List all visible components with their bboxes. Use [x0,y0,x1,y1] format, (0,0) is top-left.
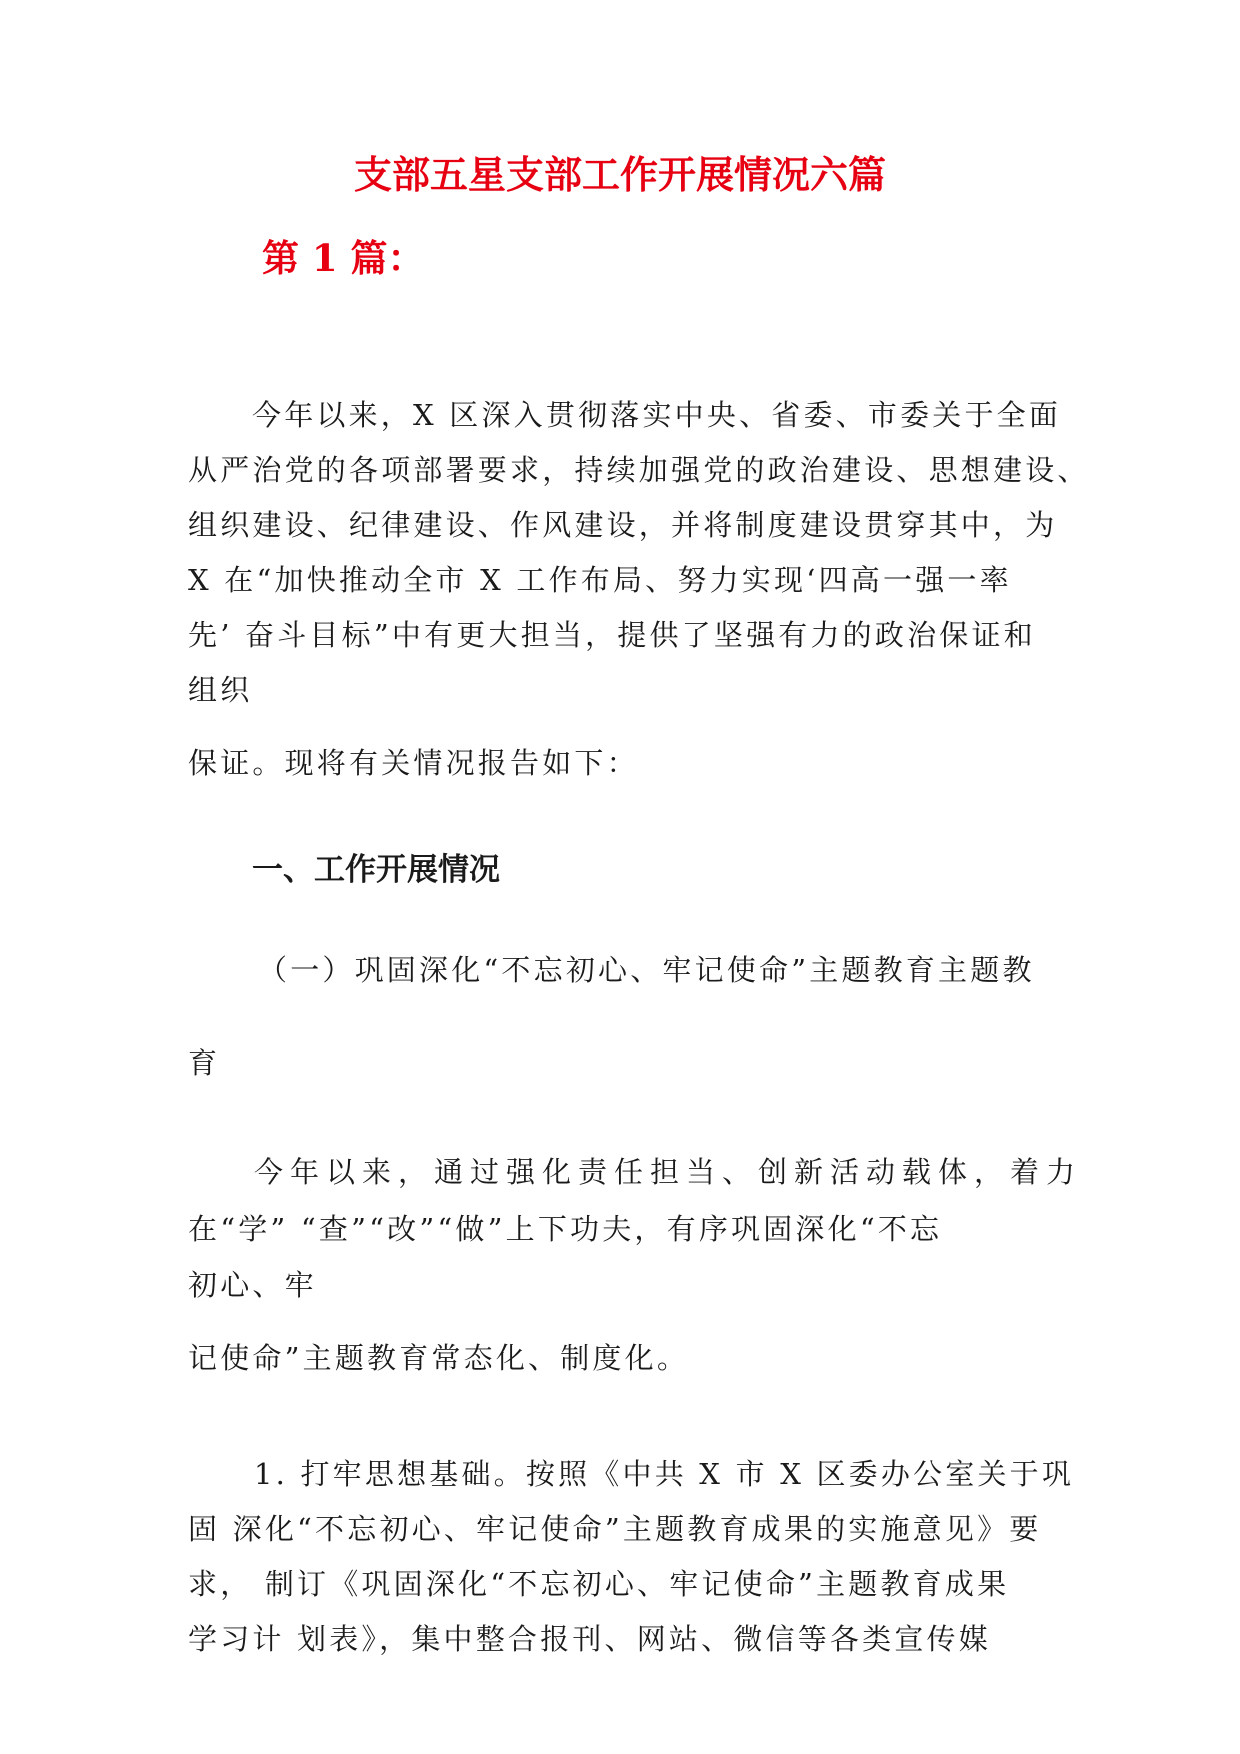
paragraph-line: 今年以来，通过强化责任担当、创新活动载体，着力 [254,1155,1083,1189]
paragraph-line: X 在“加快推动全市 X 工作布局、努力实现‘四高一强一率 [188,563,1012,597]
subsection-heading-line: 育 [188,1046,221,1080]
paragraph-line: 今年以来，X 区深入贯彻落实中央、省委、市委关于全面 [252,398,1062,432]
paragraph-line: 求， 制订《巩固深化“不忘初心、牢记使命”主题教育成果 [188,1567,1010,1601]
section-heading: 一、工作开展情况 [252,852,500,888]
paragraph-line: 先’ 奋斗目标”中有更大担当，提供了坚强有力的政治保证和 [188,618,1036,652]
paragraph-line: 1. 打牢思想基础。按照《中共 X 市 X 区委办公室关于巩 [254,1457,1075,1491]
paragraph-line: 保证。现将有关情况报告如下： [188,746,639,780]
paragraph-line: 学习计 划表》，集中整合报刊、网站、微信等各类宣传媒 [188,1622,991,1656]
paragraph-line: 从严治党的各项部署要求，持续加强党的政治建设、思想建设、 [188,453,1090,487]
subsection-heading-line: （一）巩固深化“不忘初心、牢记使命”主题教育主题教 [258,953,1035,987]
paragraph-line: 固 深化“不忘初心、牢记使命”主题教育成果的实施意见》要 [188,1512,1042,1546]
document-title: 支部五星支部工作开展情况六篇 [353,152,886,197]
chapter-heading: 第 1 篇： [262,236,425,280]
paragraph-line: 组织 [188,673,253,707]
paragraph-line: 在“学” “查”“改”“做”上下功夫，有序巩固深化“不忘 [188,1212,943,1246]
paragraph-line: 记使命”主题教育常态化、制度化。 [188,1341,690,1375]
paragraph-line: 初心、牢 [188,1268,317,1302]
paragraph-line: 组织建设、纪律建设、作风建设，并将制度建设贯穿其中，为 [188,508,1058,542]
